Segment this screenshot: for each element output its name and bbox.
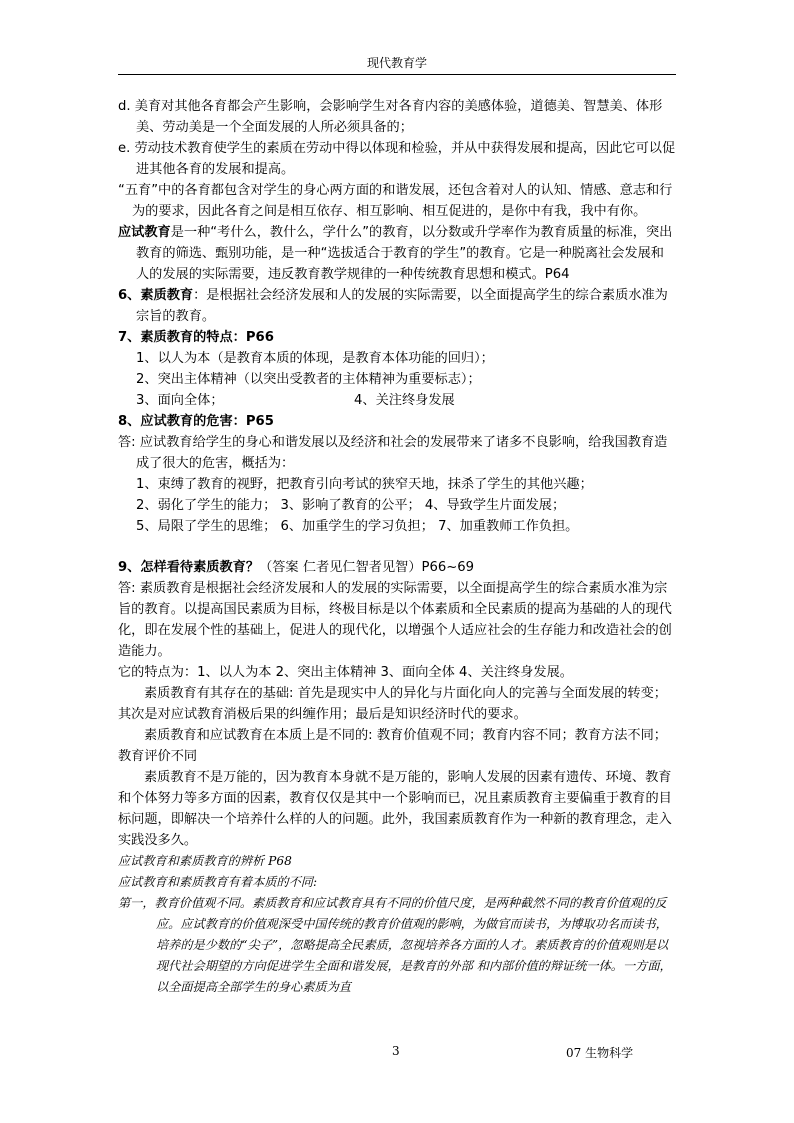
definition-text: ：是根据社会经济发展和人的发展的实际需要，以全面提高学生的综合素质水准为宗旨的教育。 bbox=[136, 288, 668, 324]
body-paragraph: 素质教育不是万能的，因为教育本身就不是万能的，影响人发展的因素有遗传、环境、教育和个体努力等多方面的因素，教育仅仅是其中一个影响而已，况且素质教育主要偏重于教育的目标问题，即解决一个培养什么样的人的问题。此外，我国素质教育作为一种新的教育理念，走入实践没多久。 bbox=[118, 770, 672, 848]
paragraph-aesthetic-education: d. 美育对其他各育都会产生影响，会影响学生对各育内容的美感体验，道德美、智慧美、体形美、劳动美是一个全面发展的人所必须具备的； bbox=[118, 99, 663, 135]
page-number: 3 bbox=[392, 1044, 400, 1058]
answer-paragraph: 答: 素质教育是根据社会经济发展和人的发展的实际需要，以全面提高学生的综合素质水准为宗旨的教育。以提高国民素质为目标，终极目标是以个体素质和全民素质的提高为基础的人的现代化，即在发展个性的基础上，促进人的现代化，以增强个人适应社会的生存能力和改造社会的创造能力。 bbox=[118, 581, 672, 659]
heading-how-to-view-quality-education bbox=[118, 557, 676, 578]
definition-text: 是一种“考什么，教什么，学什么”的教育，以分数或升学率作为教育质量的标准，突出教育的筛选、甄别功能，是一种“选拔适合于教育的学生”的教育。它是一种脱离社会发展和人的发展的实际需要，违反教育教学规律的一种传统教育思想和模式。P64 bbox=[136, 225, 673, 282]
question-note: （答案 仁者见仁智者见智）P66~69 bbox=[259, 560, 475, 575]
term-quality-education: 6、素质教育 bbox=[118, 288, 194, 303]
header-divider bbox=[118, 74, 676, 75]
list-item: 1、束缚了教育的视野，把教育引向考试的狭窄天地，抹杀了学生的其他兴趣； bbox=[136, 477, 593, 492]
list-item-part: 4、关注终身发展 bbox=[354, 393, 455, 408]
footer-label: 07 生物科学 bbox=[566, 1046, 634, 1060]
list-item: 2、弱化了学生的能力； 3、影响了教育的公平； 4、导致学生片面发展； bbox=[136, 498, 566, 513]
body-paragraph-value-view: 第一，教育价值观不同。素质教育和应试教育具有不同的价值尺度，是两种截然不同的教育价值观的反应。应试教育的价值观深受中国传统的教育价值观的影响，为做官而读书，为博取功名而读书，培养的是少数的“尖子”，忽略提高全民素质，忽视培养各方面的人才。素质教育的价值观则是以现代社会期望的方向促进学生全面和谐发展，是教育的外部 和内部价值的辩证统一体。一方面，以全面提高全部学生的身心素质为直 bbox=[118, 896, 672, 994]
page-body bbox=[118, 96, 676, 998]
definition-exam-oriented-education bbox=[118, 222, 676, 285]
definition-quality-education bbox=[118, 285, 676, 327]
answer-paragraph: 答: 应试教育给学生的身心和谐发展以及经济和社会的发展带来了诸多不良影响，给我国教育造成了很大的危害，概括为： bbox=[118, 435, 668, 471]
heading-exam-education-harms: 8、应试教育的危害：P65 bbox=[118, 414, 274, 429]
running-header: 现代教育学 bbox=[366, 56, 427, 70]
list-item: 2、突出主体精神（以突出受教者的主体精神为重要标志）； bbox=[136, 372, 481, 387]
question-title: 9、怎样看待素质教育？ bbox=[118, 560, 260, 575]
heading-quality-education-features: 7、素质教育的特点：P66 bbox=[118, 330, 274, 345]
paragraph-five-educations: “五育”中的各育都包含对学生的身心两方面的和谐发展，还包含着对人的认知、情感、意志和行为的要求，因此各育之间是相互依存、相互影响、相互促进的，是你中有我，我中有你。 bbox=[118, 183, 673, 219]
features-summary: 它的特点为：1、以人为本 2、突出主体精神 3、面向全体 4、关注终身发展。 bbox=[118, 665, 573, 680]
spacer bbox=[118, 537, 676, 557]
term-exam-oriented: 应试教育 bbox=[118, 225, 171, 240]
list-item: 1、以人为本（是教育本质的体现，是教育本体功能的回归）； bbox=[136, 351, 494, 366]
paragraph-labor-education: e. 劳动技术教育使学生的素质在劳动中得以体现和检验，并从中获得发展和提高，因此它可以促进其他各育的发展和提高。 bbox=[118, 141, 676, 177]
subheading-difference: 应试教育和素质教育有着本质的不同: bbox=[118, 875, 318, 889]
body-paragraph: 素质教育和应试教育在本质上是不同的: 教育价值观不同；教育内容不同；教育方法不同；教育评价不同 bbox=[118, 728, 667, 764]
subheading-analysis: 应试教育和素质教育的辨析 P68 bbox=[118, 854, 292, 868]
list-item bbox=[118, 390, 676, 411]
list-item: 5、局限了学生的思维； 6、加重学生的学习负担； 7、加重教师工作负担。 bbox=[136, 519, 579, 534]
list-item-part: 3、面向全体； bbox=[136, 393, 224, 408]
body-paragraph: 素质教育有其存在的基础: 首先是现实中人的异化与片面化向人的完善与全面发展的转变；其次是对应试教育消极后果的纠缠作用；最后是知识经济时代的要求。 bbox=[118, 686, 667, 722]
